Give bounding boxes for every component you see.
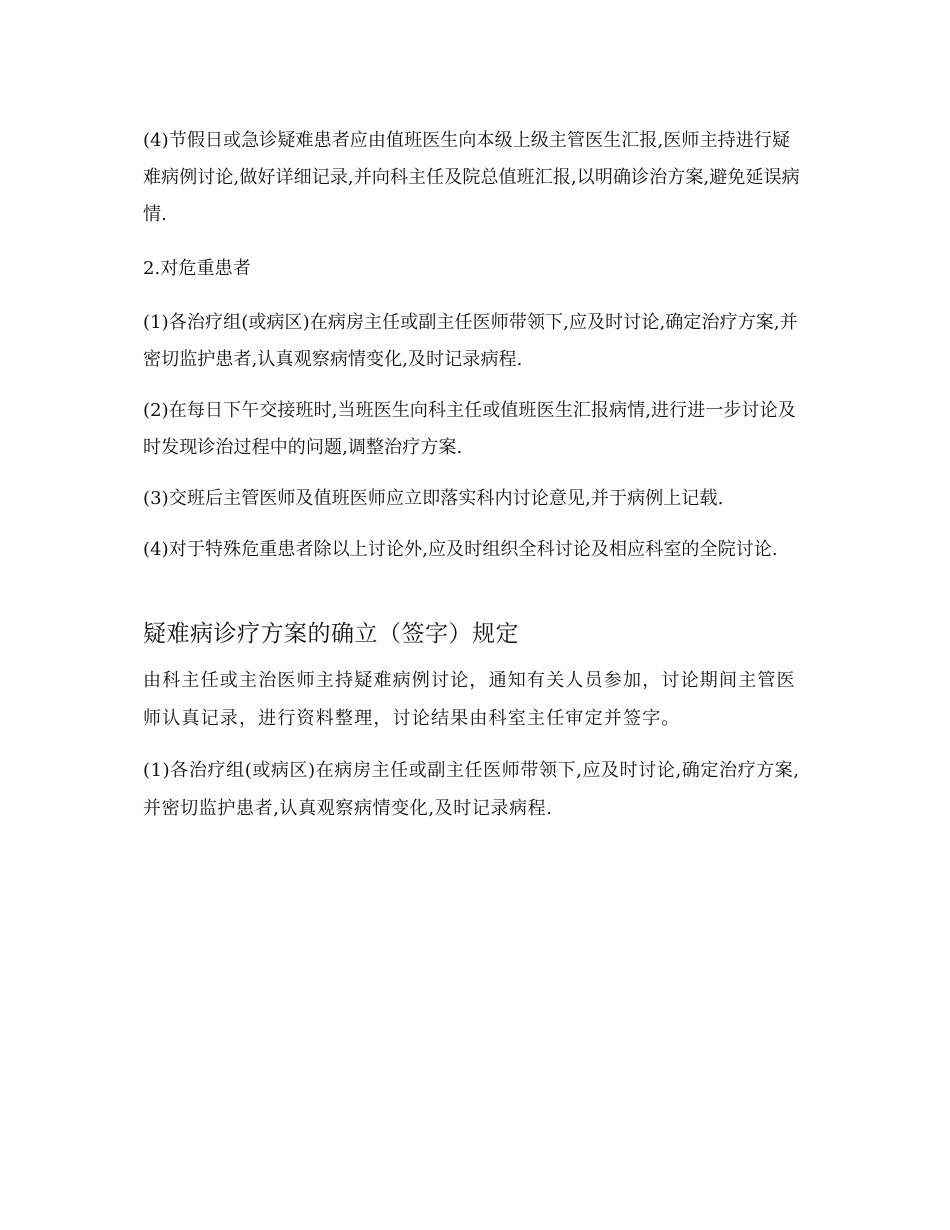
paragraph-critical-1: (1)各治疗组(或病区)在病房主任或副主任医师带领下,应及时讨论,确定治疗方案,并密切监护患者,认真观察病情变化,及时记录病程. [143, 312, 798, 370]
paragraph-holiday-emergency: (4)节假日或急诊疑难患者应由值班医生向本级上级主管医生汇报,医师主持进行疑难病例讨论,做好详细记录,并向科主任及院总值班汇报,以明确诊治方案,避免延误病情. [143, 130, 800, 225]
section-heading: 疑难病诊疗方案的确立（签字）规定 [143, 621, 519, 647]
paragraph-critical-3: (3)交班后主管医师及值班医师应立即落实科内讨论意见,并于病例上记载. [143, 488, 724, 509]
paragraph-critical-2: (2)在每日下午交接班时,当班医生向科主任或值班医生汇报病情,进行进一步讨论及时发现诊治过程中的问题,调整治疗方案. [143, 400, 796, 458]
section-critical-patients: 2.对危重患者 [143, 258, 251, 279]
paragraph-intro: 由科主任或主治医师主持疑难病例讨论，通知有关人员参加，讨论期间主管医师认真记录，进行资料整理，讨论结果由科室主任审定并签字。 [143, 670, 796, 729]
paragraph-critical-4: (4)对于特殊危重患者除以上讨论外,应及时组织全科讨论及相应科室的全院讨论. [143, 539, 778, 560]
paragraph-final: (1)各治疗组(或病区)在病房主任或副主任医师带领下,应及时讨论,确定治疗方案,并密切监护患者,认真观察病情变化,及时记录病程. [143, 760, 800, 819]
